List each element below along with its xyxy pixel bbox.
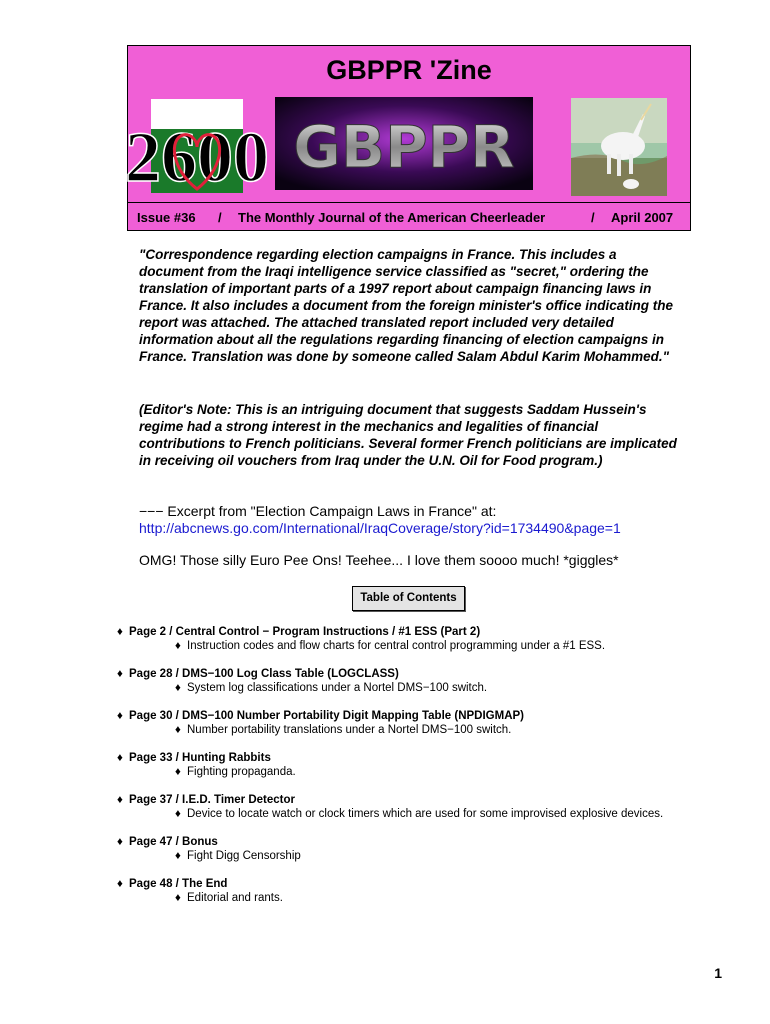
diamond-bullet-icon: ♦ <box>117 752 123 764</box>
toc-item-desc: Number portability translations under a Nortel DMS−100 switch. <box>187 724 512 736</box>
journal-name: The Monthly Journal of the American Cheerleader <box>238 210 546 225</box>
diamond-bullet-icon: ♦ <box>175 850 181 862</box>
omg-text: OMG! Those silly Euro Pee Ons! Teehee... I love them soooo much! *giggles* <box>139 552 619 568</box>
diamond-bullet-icon: ♦ <box>117 626 123 638</box>
separator-2: / <box>591 210 595 225</box>
diamond-bullet-icon: ♦ <box>175 682 181 694</box>
toc-item <box>117 626 737 668</box>
gbppr-banner-image <box>275 97 533 190</box>
toc-item <box>117 878 737 920</box>
separator-1: / <box>218 210 222 225</box>
diamond-bullet-icon: ♦ <box>175 724 181 736</box>
diamond-bullet-icon: ♦ <box>175 640 181 652</box>
toc-item-desc: Fight Digg Censorship <box>187 850 301 862</box>
toc-item <box>117 752 737 794</box>
toc-item-title[interactable]: Page 37 / I.E.D. Timer Detector <box>129 794 295 806</box>
issue-number: Issue #36 <box>137 210 196 225</box>
toc-item <box>117 836 737 878</box>
issue-date: April 2007 <box>611 210 674 225</box>
toc-item-title[interactable]: Page 30 / DMS−100 Number Portability Digit Mapping Table (NPDIGMAP) <box>129 710 525 722</box>
excerpt-block <box>139 503 699 537</box>
logo-2600-text: 2600 <box>125 117 269 197</box>
banner-text: GBPPR <box>293 113 515 181</box>
toc-item-desc: Instruction codes and flow charts for central control programming under a #1 ESS. <box>187 640 606 652</box>
toc-item-desc: Editorial and rants. <box>187 892 283 904</box>
toc-item-title[interactable]: Page 28 / DMS−100 Log Class Table (LOGCLASS) <box>129 668 399 680</box>
toc-item-desc: Device to locate watch or clock timers which are used for some improvised explosive devices. <box>187 808 664 820</box>
diamond-bullet-icon: ♦ <box>117 794 123 806</box>
diamond-bullet-icon: ♦ <box>175 766 181 778</box>
diamond-bullet-icon: ♦ <box>117 710 123 722</box>
toc-item-title[interactable]: Page 47 / Bonus <box>129 836 218 848</box>
excerpt-link[interactable]: http://abcnews.go.com/International/IraqCoverage/story?id=1734490&page=1 <box>139 520 621 536</box>
toc-item-desc: System log classifications under a Nortel DMS−100 switch. <box>187 682 488 694</box>
toc-item-title[interactable]: Page 33 / Hunting Rabbits <box>129 752 271 764</box>
excerpt-text: −−− Excerpt from "Election Campaign Laws in France" at: <box>139 503 497 519</box>
table-of-contents <box>117 626 737 920</box>
quote-paragraph: "Correspondence regarding election campaigns in France. This includes a document from the Iraqi intelligence service classified as "secret," ordering the translation of important parts of a 1997 report about campaign financing laws in France. It also includes a document from the foreign minister's office indicating the report was attached. The attached translated report included very detailed information about all the regulations regarding financing of election campaigns in France. Translation was done by someone called Salam Abdul Karim Mohammed." <box>139 247 674 364</box>
toc-item <box>117 794 737 836</box>
toc-item-desc: Fighting propaganda. <box>187 766 296 778</box>
toc-item-title[interactable]: Page 48 / The End <box>129 878 228 890</box>
diamond-bullet-icon: ♦ <box>175 808 181 820</box>
issue-bar <box>128 202 690 232</box>
toc-item-title[interactable]: Page 2 / Central Control − Program Instructions / #1 ESS (Part 2) <box>129 626 481 638</box>
zine-title: GBPPR 'Zine <box>326 55 492 85</box>
toc-item <box>117 710 737 752</box>
diamond-bullet-icon: ♦ <box>117 878 123 890</box>
page-number: 1 <box>714 965 722 981</box>
toc-item <box>117 668 737 710</box>
diamond-bullet-icon: ♦ <box>117 668 123 680</box>
editors-note: (Editor's Note: This is an intriguing document that suggests Saddam Hussein's regime had a strong interest in the mechanics and legalities of financial contributions to French politicians. Several former French politicians are implicated in receiving oil vouchers from Iraq under the U.N. Oil for Food program.) <box>139 402 677 468</box>
diamond-bullet-icon: ♦ <box>117 836 123 848</box>
table-of-contents-button[interactable]: Table of Contents <box>352 586 465 611</box>
unicorn-image <box>571 98 667 196</box>
logo-2600-icon <box>125 99 269 197</box>
masthead <box>127 45 691 231</box>
diamond-bullet-icon: ♦ <box>175 892 181 904</box>
